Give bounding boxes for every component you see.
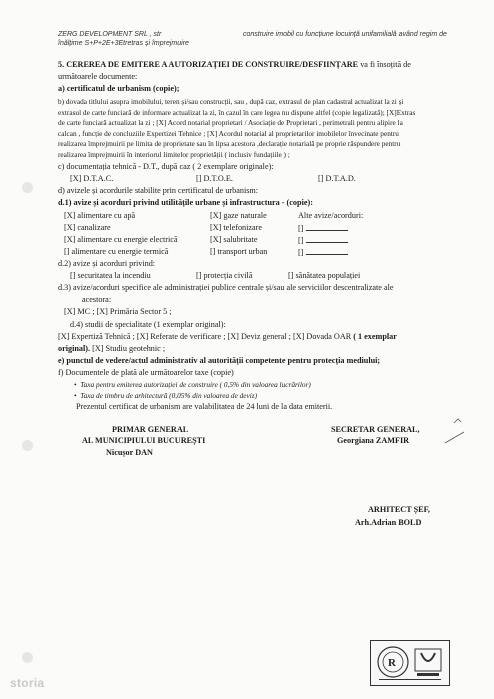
item-b-line6: realizarea împrejmuirii în interiorul limitelor proprietății ( inclusiv fundațiile ) ; xyxy=(58,149,290,159)
item-d1: d.1) avize și acorduri privind utilitățile urbane și infrastructura - (copie): xyxy=(58,198,313,207)
d1-thermal: [] alimentare cu energie termică xyxy=(64,247,169,256)
header-left-line1: ZERG DEVELOPMENT SRL , str xyxy=(58,31,162,38)
d4-line1-items: [X] Expertiză Tehnică ; [X] Referate de verificare ; [X] Deviz general ; [X] Dovada OAR xyxy=(58,332,354,341)
d1-other-3 xyxy=(298,247,348,258)
d1-transport: [] transport urban xyxy=(210,247,268,256)
architect-name: Arh.Adrian BOLD xyxy=(355,518,422,527)
certification-stamp xyxy=(370,640,450,686)
f-tax-1-bullet: • xyxy=(74,380,81,389)
d4-line1 xyxy=(58,332,397,342)
item-a: a) certificatul de urbanism (copie); xyxy=(58,84,180,93)
f-tax-2 xyxy=(74,391,257,401)
d1-other-1-box: [] xyxy=(298,224,304,233)
f-tax-1-text: Taxa pentru emiterea autorizației de construire ( 0,5% din valoarea lucrărilor) xyxy=(80,380,311,389)
d1-other-3-blank xyxy=(306,247,348,255)
item-c: c) documentația tehnică - D.T., după caz ( 2 exemplare originale): xyxy=(58,162,274,171)
d3-items: [X] MC ; [X] Primăria Sector 5 ; xyxy=(64,307,172,316)
item-d2: d.2) avize și acorduri privind: xyxy=(58,259,156,268)
mayor-name: Nicușor DAN xyxy=(106,448,153,457)
item-c-dtoe: [] D.T.O.E. xyxy=(196,174,233,183)
secretary-signature-mark xyxy=(444,430,466,444)
d2-fire: [] securitatea la incendiu xyxy=(70,271,151,280)
d1-other-1-blank xyxy=(306,223,348,231)
mayor-title-1: PRIMAR GENERAL xyxy=(112,425,189,434)
item-d3-line2: acestora: xyxy=(82,295,112,304)
item-b-line2: extrasul de carte funciară de informare actualizat la zi, în cazul în care legea nu dispune altfel (copie legalizată); [X]Extras xyxy=(58,107,416,117)
header-right: construire imobil cu funcțiune locuință unifamilială având regim de xyxy=(243,31,447,38)
punch-hole-bottom xyxy=(22,652,33,663)
secretary-title: SECRETAR GENERAL, xyxy=(331,425,420,434)
d1-other-2-blank xyxy=(306,235,348,243)
d1-telephone: [X] telefonizare xyxy=(210,223,263,232)
f-tax-1 xyxy=(74,380,311,390)
d2-civil: [] protecția civilă xyxy=(196,271,253,280)
d1-electric: [X] alimentare cu energie electrică xyxy=(64,235,178,244)
svg-text:R: R xyxy=(388,657,396,669)
d1-gas: [X] gaze naturale xyxy=(210,211,267,220)
item-b-line5: realizarea împrejmuirii pe limita de proprietate sau în lipsa acestora ,declarație notarială pe proprie răspundere pentru xyxy=(58,139,401,148)
section-title xyxy=(58,60,411,70)
item-b-line1: b) dovada titlului asupra imobilului, teren și/sau construcții, sau , după caz, extrasul de plan cadastral actualizat la zi și xyxy=(58,97,404,106)
architect-title: ARHITECT ȘEF, xyxy=(368,505,430,514)
punch-hole-middle xyxy=(22,440,33,451)
d1-sanitation: [X] salubritate xyxy=(210,235,258,244)
d4-line2 xyxy=(58,344,165,354)
upper-right-tick-mark xyxy=(452,417,464,427)
certification-logo-icon xyxy=(371,641,449,685)
storia-watermark: storia xyxy=(10,676,45,690)
f-tax-2-text: Taxa de timbru de arhitectură (0,05% din valoarea de deviz) xyxy=(80,391,258,400)
d4-line2-items: [X] Studiu geotehnic ; xyxy=(90,344,166,353)
d4-line2-bold: original). xyxy=(58,344,91,353)
d1-other-3-box: [] xyxy=(298,248,304,257)
d4-line1-bold: ( 1 exemplar xyxy=(353,332,397,341)
item-c-dtac: [X] D.T.A.C. xyxy=(70,174,114,183)
d1-sewer: [X] canalizare xyxy=(64,223,111,232)
item-d3-line1: d.3) avize/acorduri specifice ale administrației publice centrale și/sau ale serviciilor descentralizate ale xyxy=(58,283,394,292)
d1-other-1 xyxy=(298,223,348,234)
d1-other-2 xyxy=(298,235,348,246)
item-d4: d.4) studii de specialitate (1 exemplar original): xyxy=(70,320,226,329)
item-e: e) punctul de vedere/actul administrativ al autorității competente pentru protecția mediului; xyxy=(58,356,381,365)
section-title-line2: următoarele documente: xyxy=(58,72,138,81)
d1-water: [X] alimentare cu apă xyxy=(64,211,136,220)
section-title-bold: 5. CEREREA DE EMITERE A AUTORIZAȚIEI DE CONSTRUIRE/DESFIINȚARE xyxy=(58,60,359,69)
item-f: f) Documentele de plată ale următoarelor taxe (copie) xyxy=(58,368,234,377)
item-b-line3: de carte funciară actualizat la zi ; [X] Acord notarial proprietari / Asociație de Proprietari , perimetrali pentru alipire la xyxy=(58,118,403,127)
header-left-line2: înălțime S+P+2E+3Etretras și împrejmuire xyxy=(58,40,189,47)
item-b-line4: calcan , funcție de concluziile Expertizei Tehnice ; [X] Acordul notarial al proprietarilor imobilelor învecinate pentru xyxy=(58,128,399,138)
validity-statement: Prezentul certificat de urbanism are valabilitatea de 24 luni de la data emiterii. xyxy=(76,402,333,411)
d2-health: [] sănătatea populației xyxy=(288,271,361,280)
section-title-tail: va fi însoțită de xyxy=(358,60,411,69)
mayor-title-2: AL MUNICIPIULUI BUCUREȘTI xyxy=(82,436,206,445)
item-d: d) avizele și acordurile stabilite prin certificatul de urbanism: xyxy=(58,186,259,195)
d1-other-heading: Alte avize/acorduri: xyxy=(298,211,364,220)
d1-other-2-box: [] xyxy=(298,236,304,245)
punch-hole-top xyxy=(22,182,33,193)
item-c-dtad: [] D.T.A.D. xyxy=(318,174,356,183)
secretary-name: Georgiana ZAMFIR xyxy=(337,436,410,445)
f-tax-2-bullet: • xyxy=(74,391,81,400)
